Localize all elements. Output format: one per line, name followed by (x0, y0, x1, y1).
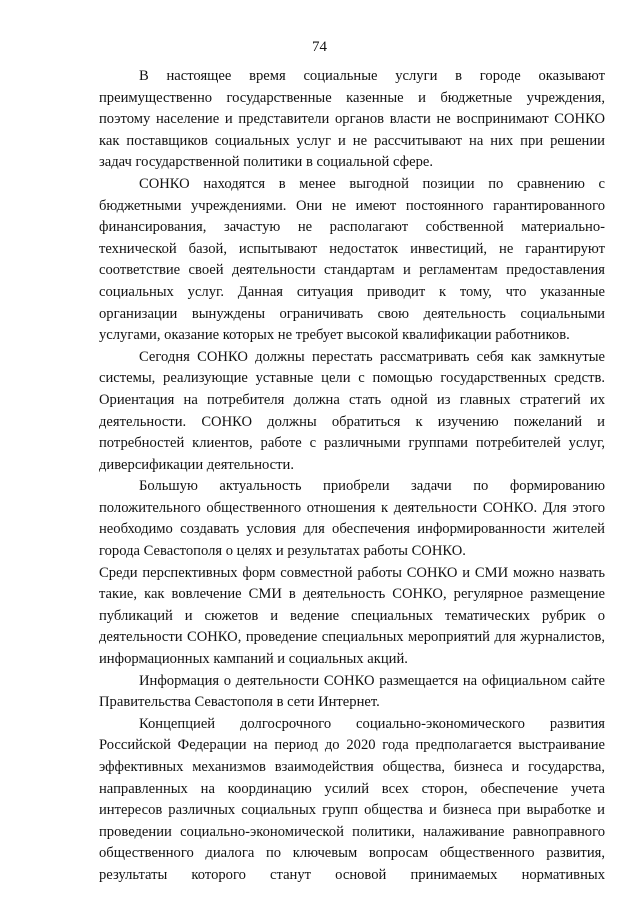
paragraph-consumer-orientation: Сегодня СОНКО должны перестать рассматривать себя как замкнутые системы, реализующие уставные цели с помощью государственных средств. Ориентация на потребителя должна стать одной из главных стратегий их деятельности. СОНКО должны обратиться к изучению пожеланий и потребностей клиентов, работе с различными группами потребителей услуг, диверсификации деятельности. (99, 348, 605, 473)
paragraph-development-concept: Концепцией долгосрочного социально-экономического развития Российской Федерации на период до 2020 года предполагается выстраивание эффективных механизмов взаимодействия общества, бизнеса и государства, направленных на координацию усилий всех сторон, обеспечение учета интересов различных социальных групп общества и бизнеса при выработке и проведении социально-экономической политики, налаживание равноправного общественного диалога по ключевым вопросам общественного развития, результаты которого станут основой принимаемых нормативных (99, 715, 605, 883)
paragraph-media-cooperation: Среди перспективных форм совместной работы СОНКО и СМИ можно назвать такие, как вовлечение СМИ в деятельность СОНКО, регулярное размещение публикаций и сюжетов и ведение специальных тематических рубрик о деятельности СОНКО, проведение специальных мероприятий для журналистов, информационных кампаний и социальных акций. (99, 564, 605, 668)
paragraph-sonko-position: СОНКО находятся в менее выгодной позиции по сравнению с бюджетными учреждениями. Они не имеют постоянного гарантированного финансирования, зачастую не располагают собственной материально-технической базой, испытывают недостаток инвестиций, не гарантируют соответствие своей деятельности стандартам и регламентам предоставления социальных услуг. Данная ситуация приводит к тому, что указанные организации вынуждены ограничивать свою деятельность социальными услугами, оказание которых не требует высокой квалификации работников. (99, 175, 605, 344)
paragraph-official-website: Информация о деятельности СОНКО размещается на официальном сайте Правительства Севастополя в сети Интернет. (99, 672, 605, 711)
paragraph-social-services: В настоящее время социальные услуги в городе оказывают преимущественно государственные казенные и бюджетные учреждения, поэтому население и представители органов власти не воспринимают СОНКО как поставщиков социальных услуг и не рассчитывают на них при решении задач государственной политики в социальной сфере. (99, 68, 605, 171)
page-number: 74 (312, 39, 327, 55)
paragraph-public-attitude: Большую актуальность приобрели задачи по формированию положительного общественного отношения к деятельности СОНКО. Для этого необходимо создавать условия для обеспечения информированности жителей города Севастополя о целях и результатах работы СОНКО. (99, 478, 605, 560)
document-body (99, 66, 605, 887)
